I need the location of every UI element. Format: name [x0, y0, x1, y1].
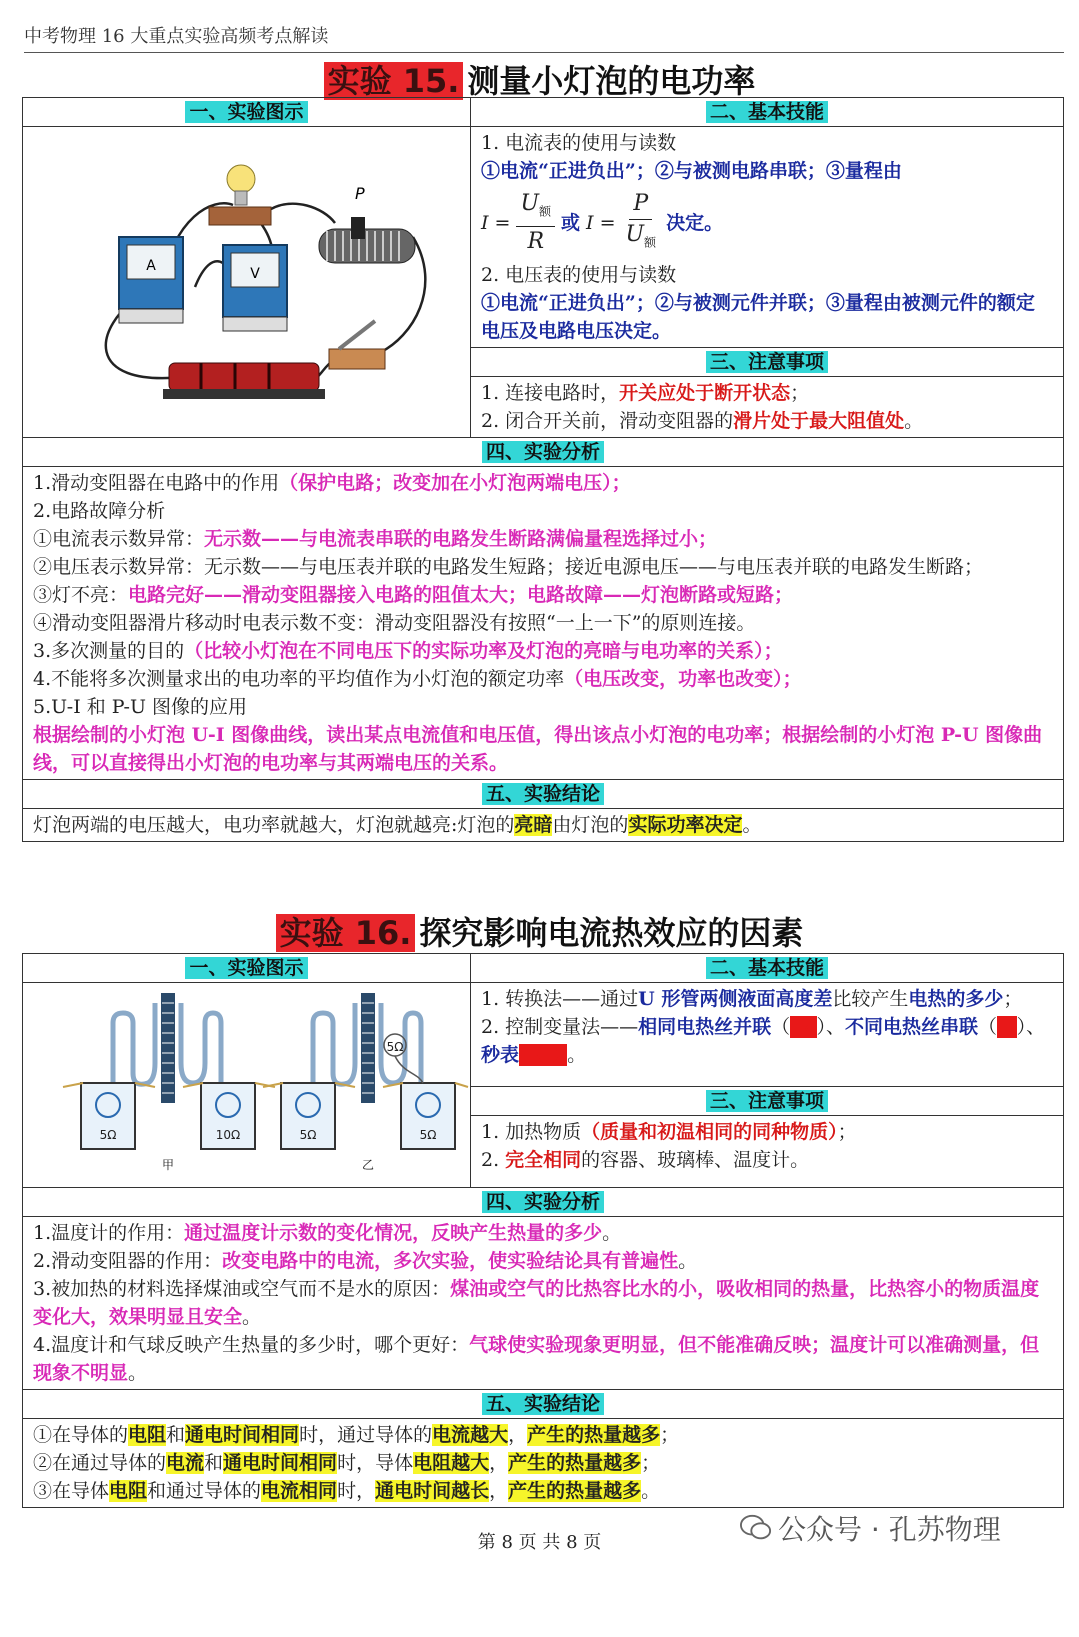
- conclusion-line-2: ②在通过导体的电流和通电时间相同时，导体电阻越大，产生的热量越多；: [33, 1452, 661, 1474]
- svg-text:5Ω: 5Ω: [386, 1040, 404, 1054]
- exp15-skills-content: 1. 电流表的使用与读数 ①电流“正进负出”；②与被测电路串联；③量程由 I = $\frac{U_额}{R}$ 或 I = $\frac{P}{U_额}$ 决定。 2. 电压表的使用与读数 ①电流“正进负出”；②与被测元件并联；③量程由被测元件的额定电压及电路电压决定。: [470, 127, 1063, 348]
- exp16-analysis-content: 1.温度计的作用：通过温度计示数的变化情况，反映产生热量的多少。 2.滑动变阻器的作用：改变电路中的电流，多次实验，使实验结论具有普遍性。 3.被加热的材料选择煤油或空气而不是水的原因：煤油或空气的比热容比水的小，吸收相同的热量，比热容小的物质温度变化大，效果明显且安全。 4.温度计和气球反映产生热量的多少时，哪个更好：气球使实验现象更明显，但不能准确反映；温度计可以准确测量，但现象不明显。: [23, 1217, 1064, 1390]
- page-header: 中考物理 16 大重点实验高频考点解读: [24, 22, 1064, 53]
- u-tube-diagram: [23, 983, 469, 1179]
- svg-text:5Ω: 5Ω: [299, 1128, 317, 1142]
- svg-text:V: V: [250, 266, 260, 282]
- exp15-circuit-figure: [23, 127, 471, 438]
- exp15-conclusion-header: 五、实验结论: [23, 780, 1064, 809]
- watermark: 公众号 · 孔苏物理: [740, 1508, 1001, 1548]
- circuit-diagram: [23, 127, 469, 417]
- exp16-notes-header: 三、注意事项: [470, 1087, 1063, 1116]
- battery-icon: [163, 363, 325, 399]
- svg-text:10Ω: 10Ω: [215, 1128, 241, 1142]
- exp15-analysis-content: 1.滑动变阻器在电路中的作用（保护电路；改变加在小灯泡两端电压）； 2.电路故障分析 ①电流表示数异常：无示数——与电流表串联的电路发生断路满偏量程选择过小； ②电压表示数异常：无示数——与电压表并联的电路发生短路；接近电源电压——与电压表并联的电路发生断路； ③灯不亮：电路完好——滑动变阻器接入电路的阻值太大；电路故障——灯泡断路或短路； ④滑动变阻器滑片移动时电表示数不变：滑动变阻器没有按照“一上一下”的原则连接。 3.多次测量的目的（比较小灯泡在不同电压下的实际功率及灯泡的亮暗与电功率的关系）； 4.不能将多次测量求出的电功率的平均值作为小灯泡的额定功率（电压改变，功率也改变）； 5.U-I 和 P-U 图像的应用 根据绘制的小灯泡 U-I 图像曲线，读出某点电流值和电压值，得出该点小灯泡的电功率；根据绘制的小灯泡 P-U 图像曲线，可以直接得出小灯泡的电功率与其两端电压的关系。: [23, 467, 1064, 780]
- exp16-conclusion-header: 五、实验结论: [23, 1390, 1064, 1419]
- power-formula: I = $\frac{U_额}{R}$ 或 I = $\frac{P}{U_额}$ 决定。: [480, 191, 724, 255]
- exp16-skills-content: 1. 转换法——通过U 形管两侧液面高度差比较产生电热的多少； 2. 控制变量法——相同电热丝并联（ R ）、不同电热丝串联（ I ）、秒表 （t） 。: [470, 983, 1063, 1087]
- exp16-figure-header: 一、实验图示: [23, 954, 471, 983]
- svg-text:5Ω: 5Ω: [419, 1128, 437, 1142]
- exp16-skills-header: 二、基本技能: [470, 954, 1063, 983]
- exp15-analysis-header: 四、实验分析: [23, 438, 1064, 467]
- exp16-table: [22, 953, 1064, 1508]
- exp16-analysis-header: 四、实验分析: [23, 1188, 1064, 1217]
- exp15-tag: 实验 15.: [324, 62, 464, 100]
- svg-text:P: P: [355, 184, 365, 203]
- voltmeter-icon: [223, 245, 287, 331]
- exp16-conclusion-content: [23, 1419, 1064, 1508]
- exp15-table: [22, 97, 1064, 842]
- page-footer: 第 8 页 共 8 页: [477, 1532, 602, 1553]
- conclusion-line-3: ③在导体电阻和通过导体的电流相同时，通电时间越长，产生的热量越多。: [33, 1480, 661, 1502]
- exp15-figure-header: 一、实验图示: [23, 98, 471, 127]
- ammeter-icon: [119, 237, 183, 323]
- exp15-title-text: 测量小灯泡的电功率: [467, 62, 756, 100]
- svg-text:甲: 甲: [161, 1158, 175, 1172]
- exp16-title-text: 探究影响电流热效应的因素: [419, 914, 804, 952]
- exp16-notes-content: 1. 加热物质（质量和初温相同的同种物质）； 2. 完全相同的容器、玻璃棒、温度计。: [470, 1116, 1063, 1188]
- exp15-notes-header: 三、注意事项: [470, 348, 1063, 377]
- exp15-skills-header: 二、基本技能: [470, 98, 1063, 127]
- exp15-conclusion-content: 灯泡两端的电压越大，电功率就越大，灯泡就越亮:灯泡的亮暗由灯泡的实际功率决定。: [23, 809, 1064, 842]
- bulb-icon: [209, 165, 271, 225]
- switch-icon: [329, 321, 385, 369]
- svg-text:5Ω: 5Ω: [99, 1128, 117, 1142]
- exp16-title: [0, 908, 1079, 954]
- conclusion-line-1: ①在导体的电阻和通电时间相同时，通过导体的电流越大，产生的热量越多；: [33, 1424, 680, 1446]
- exp16-tag: 实验 16.: [276, 914, 416, 952]
- svg-text:A: A: [146, 258, 156, 274]
- rheostat-icon: [319, 184, 415, 263]
- exp16-apparatus-figure: [23, 983, 471, 1188]
- exp15-title: [0, 56, 1079, 102]
- exp15-notes-content: 1. 连接电路时，开关应处于断开状态； 2. 闭合开关前，滑动变阻器的滑片处于最大阻值处。: [470, 377, 1063, 438]
- svg-text:乙: 乙: [361, 1158, 375, 1172]
